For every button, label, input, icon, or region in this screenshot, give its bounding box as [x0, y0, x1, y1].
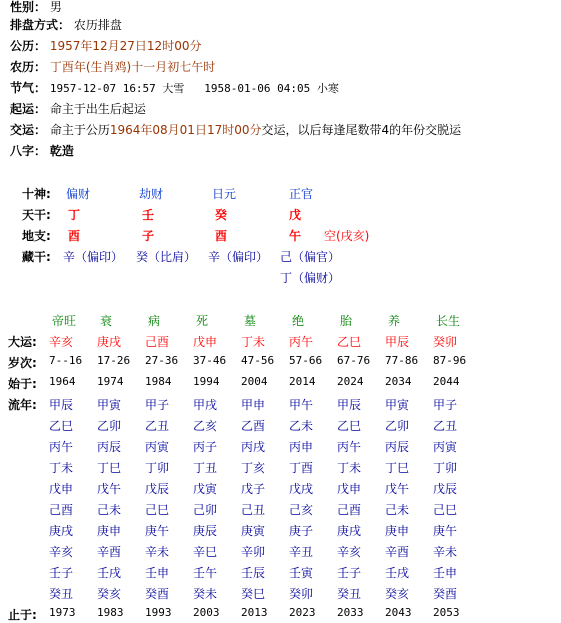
dayun-end-year: 1993	[145, 606, 172, 619]
liunian-cell: 丙申	[289, 440, 314, 454]
jiaoyun-pre: 命主于公历	[49, 123, 110, 137]
liunian-cell: 乙丑	[145, 419, 170, 433]
pillar-canggan: 辛（偏印）	[63, 250, 124, 264]
liunian-cell: 癸酉	[145, 587, 170, 601]
pillar-canggan: 癸（比肩）	[136, 250, 197, 264]
liunian-cell: 壬午	[193, 566, 218, 580]
liunian-cell: 丙子	[193, 440, 218, 454]
jieqi-value: 1957-12-07 16:57 大雪 1958-01-06 04:05 小寒	[49, 82, 339, 95]
dayun-pillar: 庚戌	[97, 335, 122, 349]
dayun-pillar: 己酉	[145, 335, 170, 349]
dayun-start-year: 2034	[385, 375, 412, 388]
liunian-cell: 乙丑	[433, 419, 458, 433]
bazi-value: 乾造	[49, 144, 74, 158]
solar-value: 1957年12月27日12时00分	[49, 39, 202, 53]
bazi-row	[10, 141, 74, 161]
jiaoyun-label: 交运：	[10, 123, 47, 137]
solar-label: 公历：	[10, 39, 47, 53]
liunian-cell: 辛酉	[97, 545, 122, 559]
liunian-cell: 甲子	[145, 398, 170, 412]
liunian-cell: 丁卯	[145, 461, 170, 475]
pillar-dizhi: 子	[142, 229, 155, 243]
solar-row	[10, 36, 201, 56]
liunian-cell: 乙巳	[337, 419, 362, 433]
pillar-canggan: 辛（偏印）	[208, 250, 269, 264]
liunian-cell: 丁卯	[433, 461, 458, 475]
liunian-cell: 己巳	[145, 503, 170, 517]
dayun-start-year: 2014	[289, 375, 316, 388]
liunian-cell: 丙午	[337, 440, 362, 454]
pillar-shishen: 日元	[212, 187, 237, 201]
dayun-end-year: 2033	[337, 606, 364, 619]
liunian-cell: 戊戌	[289, 482, 314, 496]
liunian-cell: 丁未	[49, 461, 74, 475]
liunian-cell: 己亥	[289, 503, 314, 517]
liunian-cell: 辛丑	[289, 545, 314, 559]
liunian-cell: 癸亥	[97, 587, 122, 601]
pillar-shishen: 劫财	[139, 187, 164, 201]
jiaoyun-post: 交运，以后每逢尾数带4的年份交脱运	[261, 123, 462, 137]
lunar-label: 农历：	[10, 60, 47, 74]
dayun-start-year: 1994	[193, 375, 220, 388]
phase-label: 养	[388, 314, 401, 328]
dayun-end-year: 1983	[97, 606, 124, 619]
start-year-label: 始于:	[8, 377, 37, 391]
dizhi-label: 地支:	[22, 229, 51, 243]
dayun-end-year: 1973	[49, 606, 76, 619]
phase-label: 死	[196, 314, 209, 328]
method-row	[10, 15, 122, 35]
liunian-cell: 壬申	[433, 566, 458, 580]
liunian-cell: 庚子	[289, 524, 314, 538]
liunian-cell: 乙巳	[49, 419, 74, 433]
shishen-label: 十神:	[22, 187, 51, 201]
liunian-cell: 壬申	[145, 566, 170, 580]
dayun-age-range: 27-36	[145, 354, 179, 367]
pillar-shishen: 正官	[289, 187, 314, 201]
dayun-start-year: 1964	[49, 375, 76, 388]
dayun-pillar: 癸卯	[433, 335, 458, 349]
liunian-cell: 丙戌	[241, 440, 266, 454]
pillar-dizhi: 酉	[215, 229, 228, 243]
method-value: 农历排盘	[73, 18, 122, 32]
liunian-cell: 丁亥	[241, 461, 266, 475]
dayun-start-year: 2044	[433, 375, 460, 388]
phase-label: 长生	[436, 314, 461, 328]
pillar-dizhi: 酉	[68, 229, 81, 243]
liunian-cell: 乙未	[289, 419, 314, 433]
pillar-dizhi: 午	[289, 229, 302, 243]
dayun-pillar: 辛亥	[49, 335, 74, 349]
liunian-cell: 癸亥	[385, 587, 410, 601]
phase-label: 胎	[340, 314, 353, 328]
liunian-cell: 丙午	[49, 440, 74, 454]
liunian-cell: 庚申	[385, 524, 410, 538]
liunian-cell: 己丑	[241, 503, 266, 517]
dayun-label: 大运:	[8, 335, 37, 349]
liunian-cell: 丁巳	[385, 461, 410, 475]
liunian-cell: 己未	[97, 503, 122, 517]
liunian-cell: 乙卯	[385, 419, 410, 433]
liunian-cell: 丙辰	[97, 440, 122, 454]
end-year-label: 止于:	[8, 608, 37, 622]
tiangan-label: 天干:	[22, 208, 51, 222]
liunian-cell: 戊子	[241, 482, 266, 496]
liunian-cell: 辛酉	[385, 545, 410, 559]
dayun-start-year: 1984	[145, 375, 172, 388]
liunian-cell: 辛亥	[49, 545, 74, 559]
liunian-cell: 甲午	[289, 398, 314, 412]
liunian-cell: 辛亥	[337, 545, 362, 559]
jieqi-row	[10, 78, 339, 98]
dayun-age-range: 37-46	[193, 354, 227, 367]
liunian-cell: 壬寅	[289, 566, 314, 580]
dayun-pillar: 丁未	[241, 335, 266, 349]
dayun-start-year: 2004	[241, 375, 268, 388]
liunian-cell: 丙寅	[433, 440, 458, 454]
liunian-cell: 戊寅	[193, 482, 218, 496]
liunian-cell: 戊申	[49, 482, 74, 496]
liunian-cell: 己酉	[49, 503, 74, 517]
dayun-pillar: 丙午	[289, 335, 314, 349]
gender-value: 男	[49, 0, 62, 14]
pillar-tiangan: 壬	[142, 208, 155, 222]
dayun-pillar: 乙巳	[337, 335, 362, 349]
dayun-end-year: 2043	[385, 606, 412, 619]
liunian-cell: 癸巳	[241, 587, 266, 601]
qiyun-row	[10, 99, 146, 119]
liunian-cell: 戊辰	[433, 482, 458, 496]
liunian-cell: 壬戌	[385, 566, 410, 580]
liunian-cell: 甲寅	[97, 398, 122, 412]
liunian-cell: 壬辰	[241, 566, 266, 580]
qiyun-value: 命主于出生后起运	[49, 102, 146, 116]
jieqi-label: 节气：	[10, 81, 47, 95]
liunian-cell: 甲申	[241, 398, 266, 412]
qiyun-label: 起运：	[10, 102, 47, 116]
bazi-label: 八字：	[10, 144, 47, 158]
canggan-label: 藏干:	[22, 250, 51, 264]
lunar-row	[10, 57, 215, 77]
pillar-canggan-extra: 丁（偏财）	[280, 271, 341, 285]
liunian-cell: 丁丑	[193, 461, 218, 475]
liunian-cell: 己巳	[433, 503, 458, 517]
dayun-age-range: 47-56	[241, 354, 275, 367]
liunian-cell: 丁未	[337, 461, 362, 475]
pillar-tiangan: 戊	[289, 208, 302, 222]
liunian-cell: 己卯	[193, 503, 218, 517]
liunian-cell: 己未	[385, 503, 410, 517]
dayun-end-year: 2013	[241, 606, 268, 619]
liunian-cell: 庚戌	[337, 524, 362, 538]
liunian-cell: 壬子	[337, 566, 362, 580]
jiaoyun-row	[10, 120, 461, 140]
liunian-cell: 甲辰	[337, 398, 362, 412]
liunian-cell: 丁巳	[97, 461, 122, 475]
liunian-cell: 癸丑	[49, 587, 74, 601]
liunian-cell: 癸丑	[337, 587, 362, 601]
pillar-canggan: 己（偏官）	[280, 250, 341, 264]
dayun-end-year: 2003	[193, 606, 220, 619]
lunar-value: 丁酉年(生肖鸡)十一月初七午时	[49, 60, 216, 74]
liunian-cell: 己酉	[337, 503, 362, 517]
phase-label: 墓	[244, 314, 257, 328]
liunian-cell: 戊申	[337, 482, 362, 496]
dayun-end-year: 2053	[433, 606, 460, 619]
method-label: 排盘方式：	[10, 18, 71, 32]
liunian-cell: 癸卯	[289, 587, 314, 601]
liunian-label: 流年:	[8, 398, 37, 412]
liunian-cell: 乙亥	[193, 419, 218, 433]
liunian-cell: 丁酉	[289, 461, 314, 475]
liunian-cell: 壬子	[49, 566, 74, 580]
kongwang-text: 空(戌亥)	[324, 229, 370, 243]
dayun-age-range: 87-96	[433, 354, 467, 367]
dayun-start-year: 1974	[97, 375, 124, 388]
dayun-pillar: 甲辰	[385, 335, 410, 349]
liunian-cell: 庚申	[97, 524, 122, 538]
dayun-age-range: 57-66	[289, 354, 323, 367]
suici-label: 岁次:	[8, 356, 37, 370]
liunian-cell: 庚戌	[49, 524, 74, 538]
phase-label: 帝旺	[52, 314, 77, 328]
liunian-cell: 丙寅	[145, 440, 170, 454]
liunian-cell: 甲戌	[193, 398, 218, 412]
phase-label: 绝	[292, 314, 305, 328]
dayun-pillar: 戊申	[193, 335, 218, 349]
dayun-start-year: 2024	[337, 375, 364, 388]
liunian-cell: 辛未	[145, 545, 170, 559]
liunian-cell: 庚辰	[193, 524, 218, 538]
jiaoyun-date: 1964年08月01日17时00分	[109, 123, 262, 137]
liunian-cell: 辛巳	[193, 545, 218, 559]
liunian-cell: 甲寅	[385, 398, 410, 412]
phase-label: 衰	[100, 314, 113, 328]
liunian-cell: 庚午	[145, 524, 170, 538]
gender-label: 性别：	[10, 0, 47, 14]
liunian-cell: 丙辰	[385, 440, 410, 454]
liunian-cell: 乙酉	[241, 419, 266, 433]
liunian-cell: 癸酉	[433, 587, 458, 601]
dayun-age-range: 77-86	[385, 354, 419, 367]
liunian-cell: 甲辰	[49, 398, 74, 412]
phase-label: 病	[148, 314, 161, 328]
liunian-cell: 戊午	[97, 482, 122, 496]
pillar-tiangan: 丁	[68, 208, 81, 222]
liunian-cell: 辛未	[433, 545, 458, 559]
liunian-cell: 戊午	[385, 482, 410, 496]
dayun-age-range: 7--16	[49, 354, 83, 367]
dayun-end-year: 2023	[289, 606, 316, 619]
liunian-cell: 壬戌	[97, 566, 122, 580]
liunian-cell: 辛卯	[241, 545, 266, 559]
pillar-shishen: 偏财	[66, 187, 91, 201]
liunian-cell: 乙卯	[97, 419, 122, 433]
pillar-tiangan: 癸	[215, 208, 228, 222]
liunian-cell: 甲子	[433, 398, 458, 412]
dayun-age-range: 17-26	[97, 354, 131, 367]
liunian-cell: 癸未	[193, 587, 218, 601]
dayun-age-range: 67-76	[337, 354, 371, 367]
liunian-cell: 戊辰	[145, 482, 170, 496]
liunian-cell: 庚午	[433, 524, 458, 538]
liunian-cell: 庚寅	[241, 524, 266, 538]
